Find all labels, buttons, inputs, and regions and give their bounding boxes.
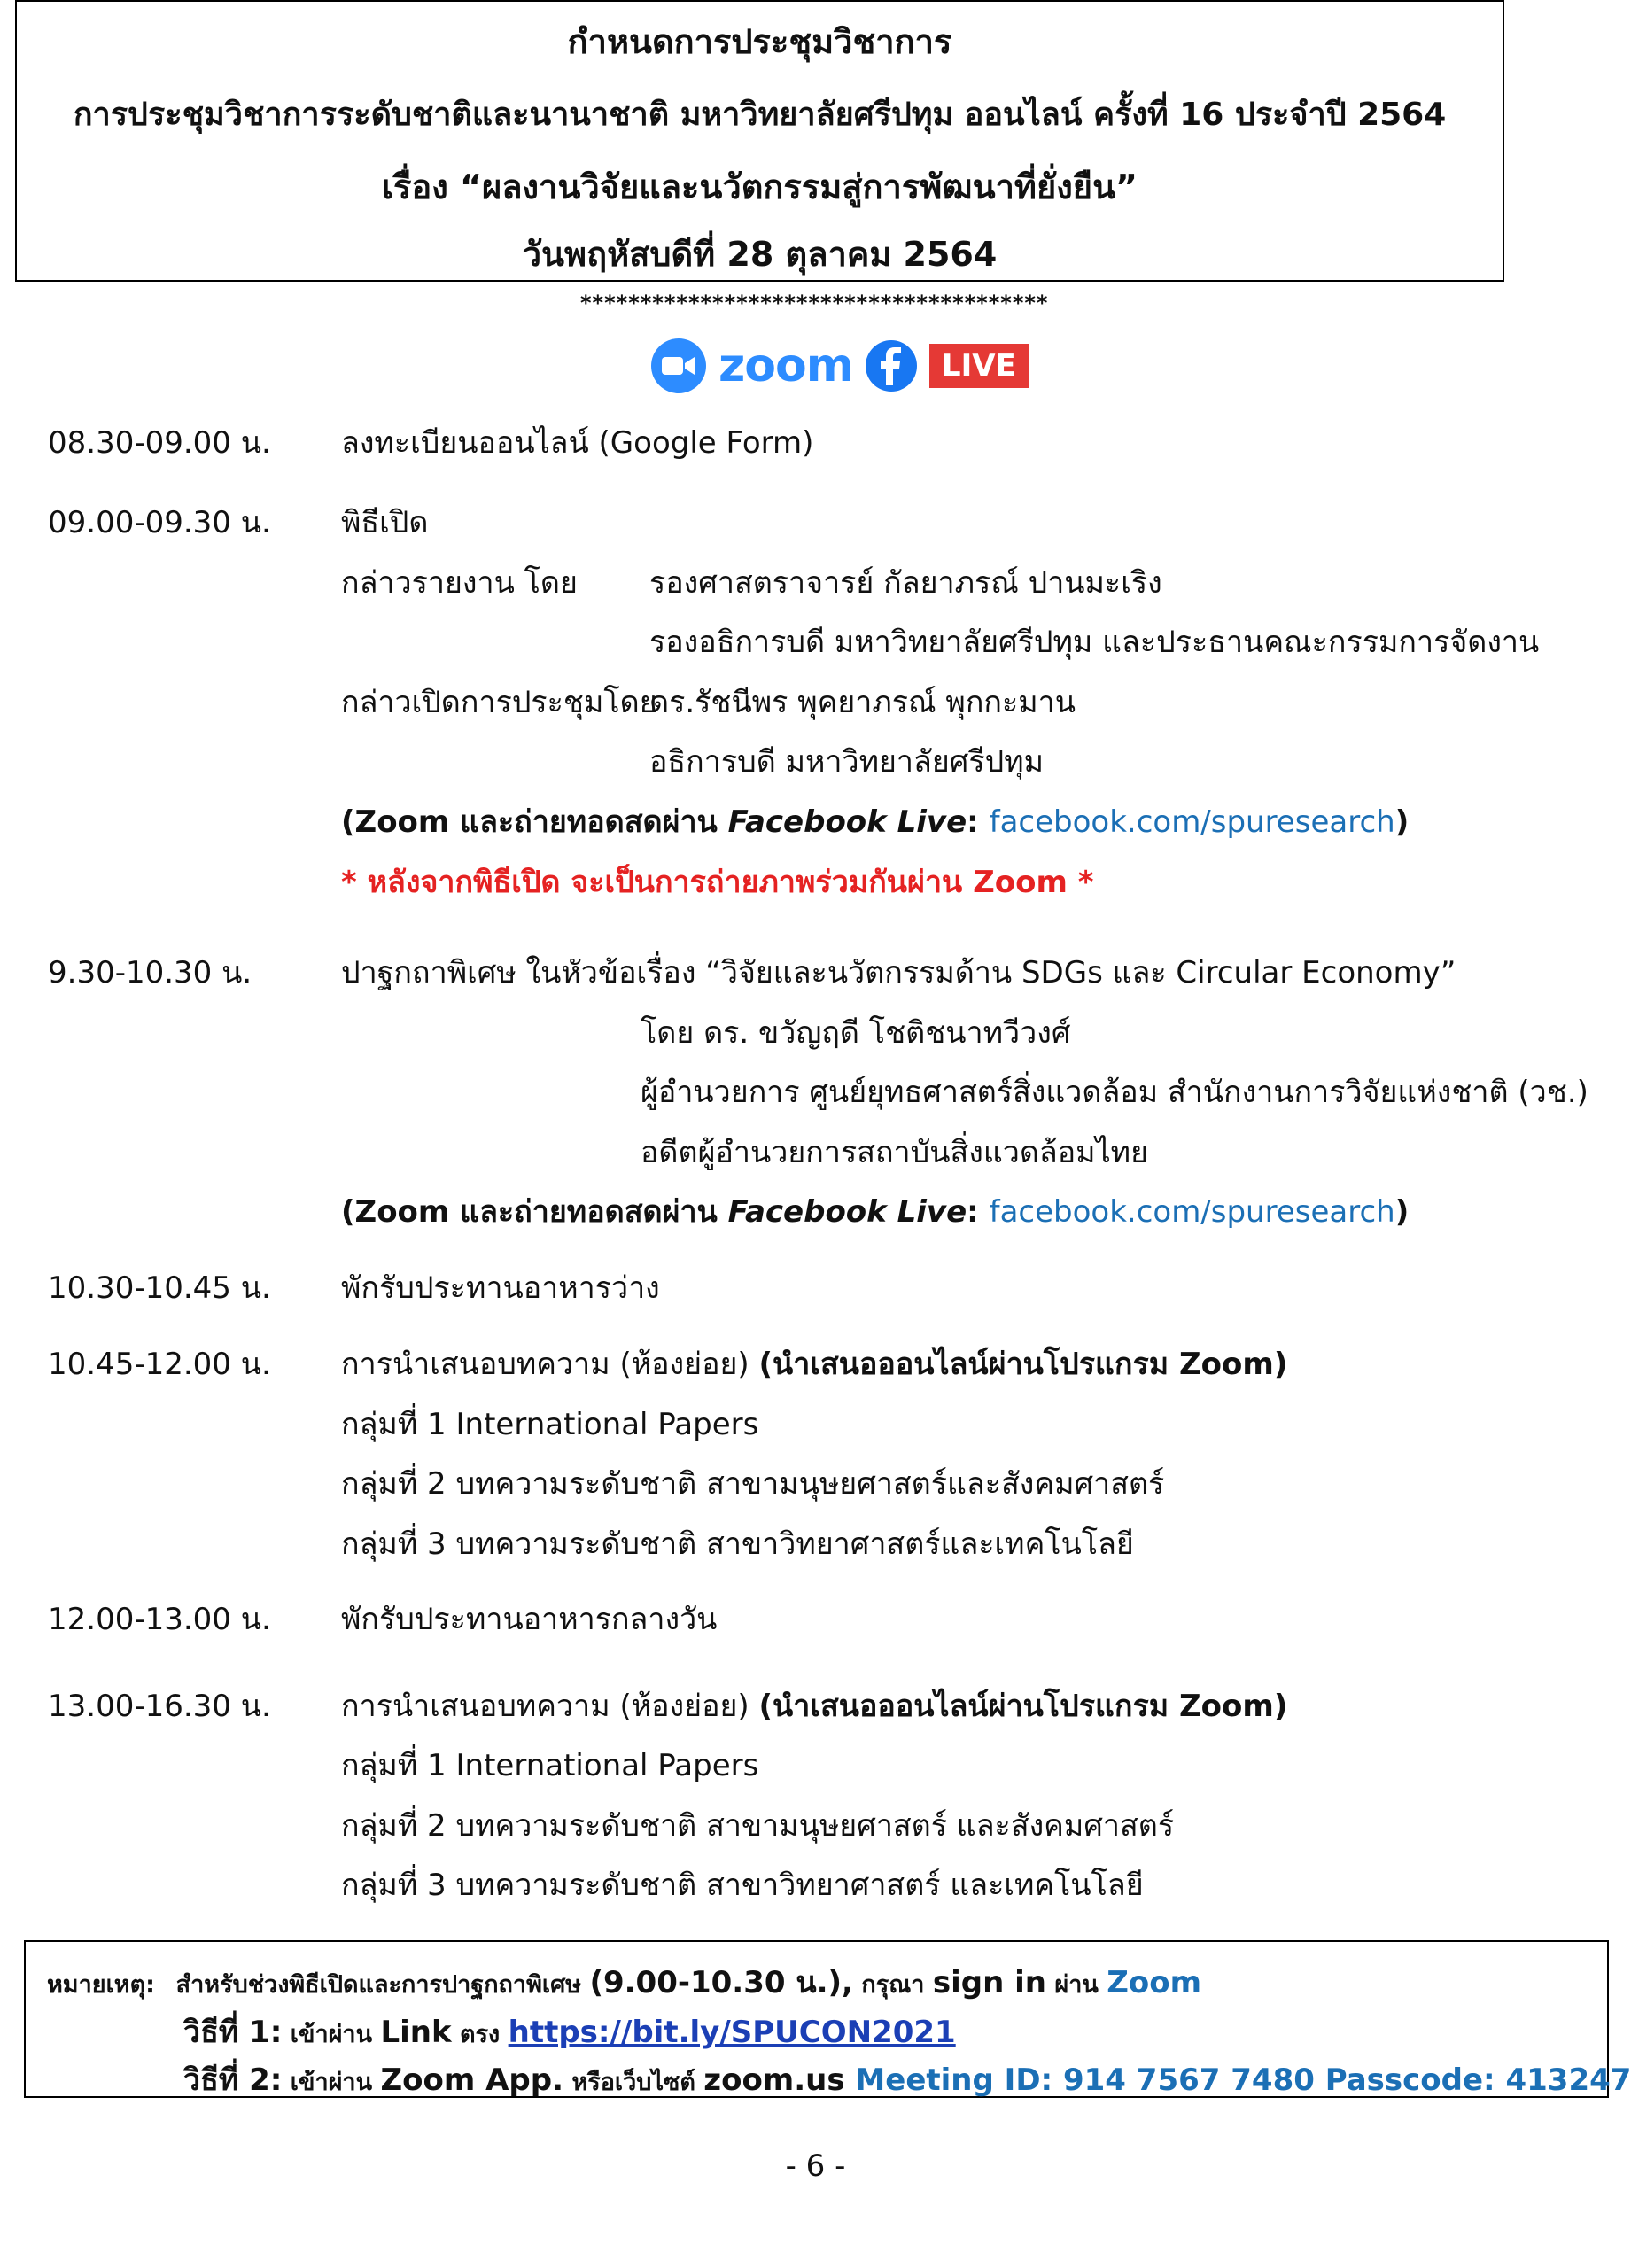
platform-logos bbox=[651, 335, 1029, 397]
signin-url-link[interactable]: https://bit.ly/SPUCON2021 bbox=[508, 2015, 956, 2050]
session-time: 9.30-10.30 น. bbox=[48, 955, 252, 990]
paper-group: กลุ่มที่ 2 บทความระดับชาติ สาขามนุษยศาสตร์ และสังคมศาสตร์ bbox=[341, 1808, 1175, 1844]
header-date: วันพฤหัสบดีที่ 28 ตุลาคม 2564 bbox=[522, 235, 998, 274]
session-time: 13.00-16.30 น. bbox=[48, 1689, 271, 1724]
live-stream-note: (Zoom และถ่ายทอดสดผ่าน Facebook Live: facebook.com/spuresearch) bbox=[341, 804, 1410, 840]
keynote-speaker-former-position: อดีตผู้อำนวยการสถาบันสิ่งแวดล้อมไทย bbox=[641, 1135, 1149, 1170]
paper-group: กลุ่มที่ 3 บทความระดับชาติ สาขาวิทยาศาสตร์ และเทคโนโลยี bbox=[341, 1868, 1144, 1903]
zoom-wordmark: zoom bbox=[718, 339, 853, 392]
report-speaker: รองศาสตราจารย์ กัลยาภรณ์ ปานมะเริง bbox=[649, 565, 1162, 601]
meeting-credentials: Meeting ID: 914 7567 7480 Passcode: 413247 bbox=[844, 2062, 1631, 2098]
page-number: - 6 - bbox=[785, 2148, 846, 2184]
zoom-camera-icon bbox=[651, 338, 706, 393]
session-title: การนำเสนอบทความ (ห้องย่อย) (นำเสนอออนไลน์ผ่านโปรแกรม Zoom) bbox=[341, 1689, 1288, 1724]
facebook-icon bbox=[866, 340, 917, 392]
live-badge: LIVE bbox=[929, 344, 1029, 388]
paper-group: กลุ่มที่ 3 บทความระดับชาติ สาขาวิทยาศาสตร์และเทคโนโลยี bbox=[341, 1526, 1134, 1562]
session-title: พักรับประทานอาหารกลางวัน bbox=[341, 1602, 718, 1637]
note-box bbox=[24, 1940, 1631, 2098]
session-title: ลงทะเบียนออนไลน์ (Google Form) bbox=[341, 425, 814, 461]
session-time: 08.30-09.00 น. bbox=[48, 425, 271, 461]
live-stream-note: (Zoom และถ่ายทอดสดผ่าน Facebook Live: facebook.com/spuresearch) bbox=[341, 1194, 1410, 1230]
session-title: การนำเสนอบทความ (ห้องย่อย) (นำเสนอออนไลน์ผ่านโปรแกรม Zoom) bbox=[341, 1347, 1288, 1382]
paper-group: กลุ่มที่ 2 บทความระดับชาติ สาขามนุษยศาสตร์และสังคมศาสตร์ bbox=[341, 1466, 1165, 1502]
session-time: 10.30-10.45 น. bbox=[48, 1270, 271, 1306]
paper-group: กลุ่มที่ 1 International Papers bbox=[341, 1407, 759, 1442]
session-time: 12.00-13.00 น. bbox=[48, 1602, 271, 1637]
facebook-page-link[interactable]: facebook.com/spuresearch bbox=[989, 1194, 1395, 1230]
header-title: กำหนดการประชุมวิชาการ bbox=[567, 22, 952, 61]
header-box bbox=[15, 0, 1504, 282]
facebook-page-link[interactable]: facebook.com/spuresearch bbox=[989, 804, 1395, 840]
session-title: พิธีเปิด bbox=[341, 505, 429, 540]
opening-speaker: ดร.รัชนีพร พุคยาภรณ์ พุกกะมาน bbox=[649, 685, 1076, 720]
header-conference: การประชุมวิชาการระดับชาติและนานาชาติ มหาวิทยาลัยศรีปทุม ออนไลน์ ครั้งที่ 16 ประจำปี 2564 bbox=[73, 97, 1447, 133]
report-label: กล่าวรายงาน โดย bbox=[341, 565, 578, 601]
paper-group: กลุ่มที่ 1 International Papers bbox=[341, 1748, 759, 1783]
header-topic: เรื่อง “ผลงานวิจัยและนวัตกรรมสู่การพัฒนาที่ยั่งยืน” bbox=[381, 167, 1138, 206]
session-title: พักรับประทานอาหารว่าง bbox=[341, 1270, 660, 1306]
photo-note: * หลังจากพิธีเปิด จะเป็นการถ่ายภาพร่วมกันผ่าน Zoom * bbox=[341, 865, 1094, 900]
note-line-signin: หมายเหตุ: สำหรับช่วงพิธีเปิดและการปาฐกถาพิเศษ (9.00-10.30 น.), กรุณา sign in ผ่าน Zoom bbox=[47, 1965, 1202, 2000]
note-label: หมายเหตุ: bbox=[47, 1971, 155, 1999]
keynote-speaker-position: ผู้อำนวยการ ศูนย์ยุทธศาสตร์สิ่งแวดล้อม สำนักงานการวิจัยแห่งชาติ (วช.) bbox=[641, 1075, 1588, 1110]
session-title: ปาฐกถาพิเศษ ในหัวข้อเรื่อง “วิจัยและนวัตกรรมด้าน SDGs และ Circular Economy” bbox=[341, 955, 1456, 990]
note-line-method-1: วิธีที่ 1: เข้าผ่าน Link ตรง https://bit.ly/SPUCON2021 bbox=[183, 2015, 956, 2050]
report-speaker-position: รองอธิการบดี มหาวิทยาลัยศรีปทุม และประธานคณะกรรมการจัดงาน bbox=[649, 625, 1540, 660]
opening-label: กล่าวเปิดการประชุมโดย bbox=[341, 685, 657, 720]
note-line-method-2: วิธีที่ 2: เข้าผ่าน Zoom App. หรือเว็บไซต์ zoom.us Meeting ID: 914 7567 7480 Passcode: 413247 bbox=[183, 2062, 1631, 2098]
header-separator: *************************************** bbox=[580, 291, 1049, 315]
opening-speaker-position: อธิการบดี มหาวิทยาลัยศรีปทุม bbox=[649, 744, 1045, 780]
session-time: 10.45-12.00 น. bbox=[48, 1347, 271, 1382]
keynote-speaker: โดย ดร. ขวัญฤดี โชติชนาทวีวงศ์ bbox=[641, 1015, 1071, 1051]
session-time: 09.00-09.30 น. bbox=[48, 505, 271, 540]
